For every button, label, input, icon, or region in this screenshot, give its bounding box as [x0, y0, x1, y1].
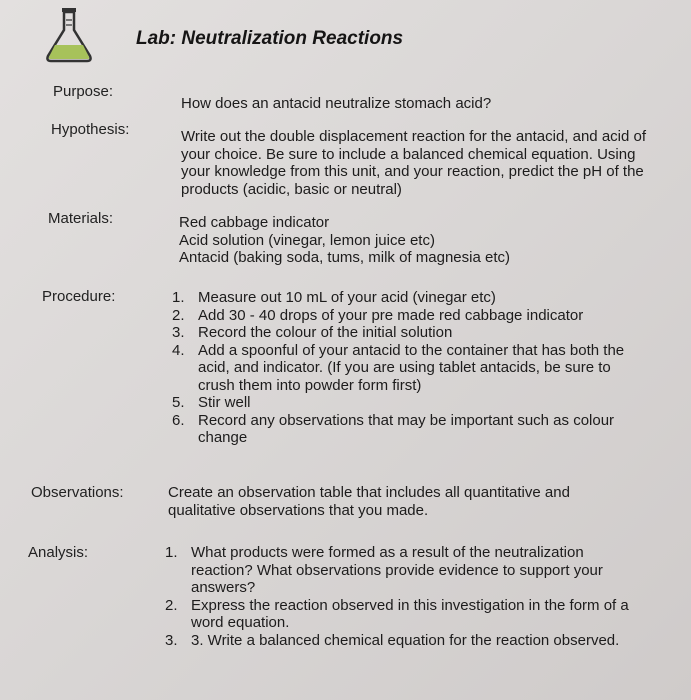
step-number: 5.	[172, 394, 185, 411]
step-number: 3.	[172, 324, 185, 341]
procedure-label: Procedure:	[42, 288, 116, 305]
question-line: 3. Write a balanced chemical equation for the reaction observed.	[191, 631, 620, 649]
purpose-line: How does an antacid neutralize stomach acid?	[181, 95, 492, 112]
question-line: answers?	[191, 579, 256, 596]
step-line: acid, and indicator. (If you are using tablet antacids, be sure to	[198, 359, 611, 376]
step-line: Record any observations that may be important such as colour	[198, 411, 615, 429]
procedure-step	[172, 342, 624, 395]
question-line: Express the reaction observed in this investigation in the form of a	[191, 596, 629, 614]
hypothesis-line: products (acidic, basic or neutral)	[181, 180, 402, 198]
flask-icon	[40, 6, 98, 64]
materials-list	[179, 214, 510, 267]
question-number: 2.	[165, 596, 178, 614]
step-line: change	[198, 429, 248, 446]
question-line: word equation.	[191, 614, 290, 631]
step-number: 4.	[172, 341, 185, 359]
materials-label: Materials:	[48, 210, 114, 227]
analysis-question	[165, 597, 629, 632]
observations-line: Create an observation table that includes all quantitative and	[168, 484, 570, 501]
hypothesis-text	[181, 128, 646, 198]
question-line: reaction? What observations provide evidence to support your	[191, 561, 603, 579]
analysis-label: Analysis:	[28, 544, 89, 561]
purpose-label: Purpose:	[53, 83, 114, 100]
observations-label: Observations:	[31, 484, 124, 501]
materials-item: Acid solution (vinegar, lemon juice etc)	[179, 231, 435, 249]
procedure-step	[172, 289, 624, 307]
step-line: Measure out 10 mL of your acid (vinegar etc)	[198, 289, 496, 306]
procedure-list	[172, 289, 624, 447]
purpose-text	[181, 95, 491, 113]
materials-item: Red cabbage indicator	[179, 214, 330, 231]
analysis-list	[165, 544, 629, 649]
hypothesis-label: Hypothesis:	[51, 121, 130, 138]
step-line: Add 30 - 40 drops of your pre made red cabbage indicator	[198, 306, 584, 324]
step-line: Stir well	[198, 394, 251, 411]
procedure-step	[172, 324, 624, 342]
materials-item: Antacid (baking soda, tums, milk of magnesia etc)	[179, 249, 510, 266]
observations-text	[168, 484, 570, 519]
hypothesis-line: your knowledge from this unit, and your reaction, predict the pH of the	[181, 163, 644, 180]
question-number: 1.	[165, 544, 178, 561]
procedure-step	[172, 307, 624, 325]
hypothesis-line: your choice. Be sure to include a balanced chemical equation. Using	[181, 145, 636, 163]
page-title: Lab: Neutralization Reactions	[136, 28, 404, 49]
step-number: 1.	[172, 289, 185, 306]
question-line: What products were formed as a result of the neutralization	[191, 544, 584, 561]
step-line: Record the colour of the initial solution	[198, 324, 453, 341]
question-number: 3.	[165, 631, 178, 649]
analysis-question	[165, 632, 629, 650]
step-number: 6.	[172, 411, 185, 429]
observations-line: qualitative observations that you made.	[168, 501, 429, 519]
step-number: 2.	[172, 306, 185, 324]
analysis-question	[165, 544, 629, 597]
step-line: crush them into powder form first)	[198, 376, 422, 394]
step-line: Add a spoonful of your antacid to the container that has both the	[198, 341, 625, 359]
procedure-step	[172, 412, 624, 447]
procedure-step	[172, 394, 624, 412]
hypothesis-line: Write out the double displacement reaction for the antacid, and acid of	[181, 128, 647, 145]
